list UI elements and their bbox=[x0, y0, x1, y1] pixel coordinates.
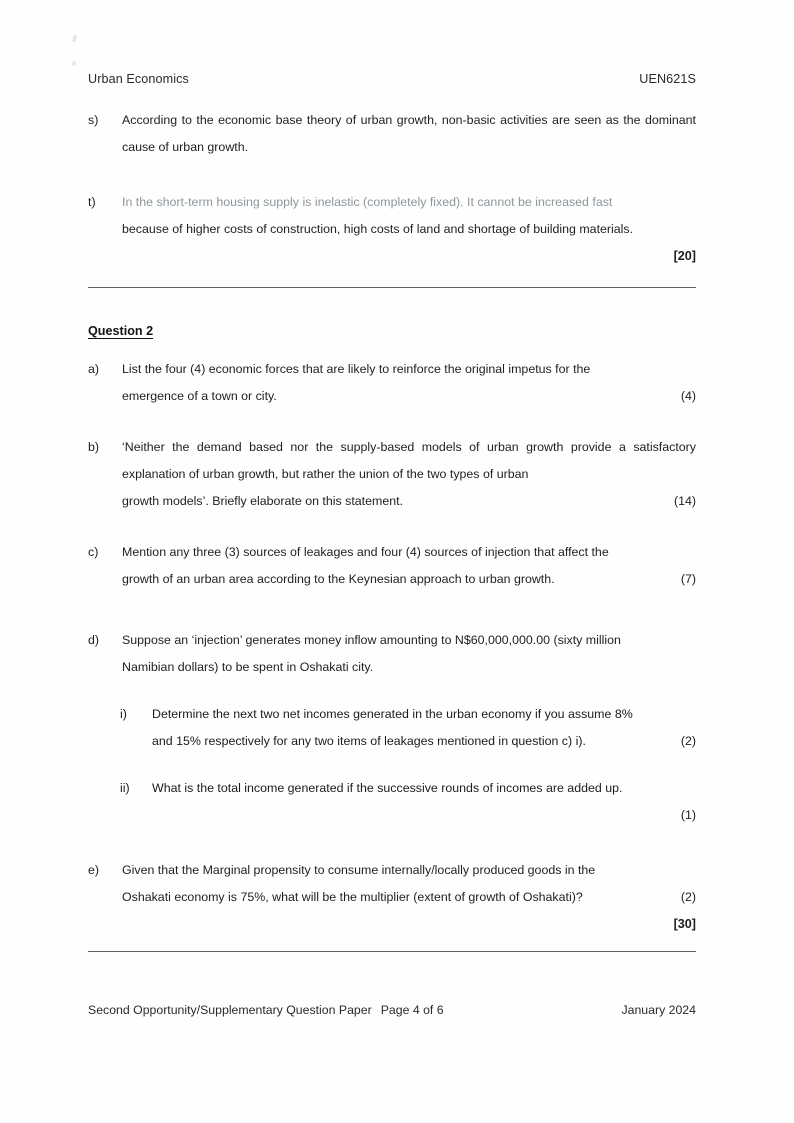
question-subitem-ii bbox=[120, 775, 696, 829]
question-sublabel: ii) bbox=[120, 780, 130, 795]
question-text: Determine the next two net incomes generated in the urban economy if you assume 8% bbox=[152, 706, 633, 721]
question-marks: (4) bbox=[680, 388, 696, 403]
spacer bbox=[88, 410, 696, 434]
question-tail-row bbox=[152, 728, 696, 755]
question-subitem-i bbox=[120, 701, 696, 755]
question-text-block bbox=[122, 627, 696, 681]
question-text-tail: emergence of a town or city. bbox=[122, 388, 277, 403]
question-marks: (1) bbox=[680, 807, 696, 822]
question-item-d bbox=[88, 627, 696, 681]
question-text: What is the total income generated if the successive rounds of incomes are added up. bbox=[152, 780, 623, 795]
spacer bbox=[88, 288, 696, 322]
question-marks: (2) bbox=[680, 890, 696, 905]
question-label: d) bbox=[88, 632, 100, 647]
spacer bbox=[88, 515, 696, 539]
question-marks: (2) bbox=[680, 733, 696, 748]
header-course-title: Urban Economics bbox=[88, 72, 189, 86]
question-sublabel: i) bbox=[120, 706, 127, 721]
question-text: ‘Neither the demand based nor the supply-based models of urban growth provide a satisfactory explanation of urban growth, but rather the union of the two types of urban bbox=[122, 439, 696, 481]
footer-date: January 2024 bbox=[621, 1003, 696, 1017]
spacer bbox=[88, 161, 696, 189]
question-marks: (14) bbox=[673, 493, 696, 508]
spacer bbox=[88, 939, 696, 951]
footer-paper-type-group bbox=[88, 1003, 444, 1017]
question-text: because of higher costs of construction, high costs of land and shortage of building materials. bbox=[122, 222, 634, 237]
page-content bbox=[88, 72, 696, 952]
question-text-block bbox=[122, 539, 696, 593]
spacer bbox=[88, 755, 696, 775]
footer-paper-type: Second Opportunity/Supplementary Question Paper bbox=[88, 1003, 372, 1017]
spacer bbox=[88, 681, 696, 701]
question1-total-marks: [20] bbox=[673, 249, 696, 264]
question-text-tail: growth of an urban area according to the Keynesian approach to urban growth. bbox=[122, 571, 555, 586]
question-text: List the four (4) economic forces that are likely to reinforce the original impetus for the bbox=[122, 361, 591, 376]
question-tail-row bbox=[122, 383, 696, 410]
question-tail-row bbox=[122, 566, 696, 593]
question-text-block bbox=[152, 701, 696, 755]
question-text-tail: Oshakati economy is 75%, what will be the multiplier (extent of growth of Oshakati)? bbox=[122, 890, 583, 905]
question-marks: (7) bbox=[680, 571, 696, 586]
question-text-tail: growth models’. Briefly elaborate on this statement. bbox=[122, 493, 403, 508]
question-text: Mention any three (3) sources of leakages and four (4) sources of injection that affect the bbox=[122, 544, 609, 559]
scan-artifact-speck bbox=[72, 61, 76, 66]
question-text: Suppose an ‘injection’ generates money inflow amounting to N$60,000,000.00 (sixty million bbox=[122, 632, 621, 647]
question-label: a) bbox=[88, 361, 100, 376]
question2-heading-row bbox=[88, 322, 696, 340]
header-course-code: UEN621S bbox=[639, 72, 696, 86]
spacer bbox=[88, 593, 696, 627]
question-tail-row bbox=[122, 884, 696, 911]
question-item-s bbox=[88, 107, 696, 161]
question2-total-marks: [30] bbox=[673, 917, 696, 932]
footer-page-number: Page 4 of 6 bbox=[380, 1003, 444, 1017]
section-divider-bottom bbox=[88, 951, 696, 952]
question-item-t bbox=[88, 189, 696, 271]
question-text-tail: and 15% respectively for any two items of leakages mentioned in question c) i). bbox=[152, 733, 586, 748]
question-text: Given that the Marginal propensity to consume internally/locally produced goods in the bbox=[122, 862, 596, 877]
question-text-tail: Namibian dollars) to be spent in Oshakati city. bbox=[122, 659, 374, 674]
spacer bbox=[88, 271, 696, 287]
spacer bbox=[88, 829, 696, 857]
question-text-block bbox=[152, 775, 696, 829]
page-header bbox=[88, 72, 696, 86]
question-text: According to the economic base theory of urban growth, non-basic activities are seen as the dominant cause of urban growth. bbox=[122, 113, 696, 155]
question-item-a bbox=[88, 356, 696, 410]
question-text-block bbox=[122, 356, 696, 410]
question-text-faded-line: In the short-term housing supply is inelastic (completely fixed). It cannot be increased fast bbox=[122, 195, 613, 210]
question-label: t) bbox=[88, 195, 96, 210]
page-section-title: Question 2 bbox=[88, 323, 154, 338]
question-label: c) bbox=[88, 544, 99, 559]
spacer bbox=[88, 340, 696, 356]
question-tail-row bbox=[122, 488, 696, 515]
question-label: e) bbox=[88, 862, 100, 877]
question-text-block bbox=[122, 434, 696, 515]
question-label: b) bbox=[88, 439, 100, 454]
question-text-block bbox=[122, 189, 696, 271]
page-footer bbox=[88, 1003, 696, 1017]
question-item-e bbox=[88, 857, 696, 939]
question-text-block bbox=[122, 857, 696, 939]
scan-artifact-speck bbox=[72, 35, 77, 43]
question-item-c bbox=[88, 539, 696, 593]
question-item-b bbox=[88, 434, 696, 515]
question-label: s) bbox=[88, 113, 99, 127]
